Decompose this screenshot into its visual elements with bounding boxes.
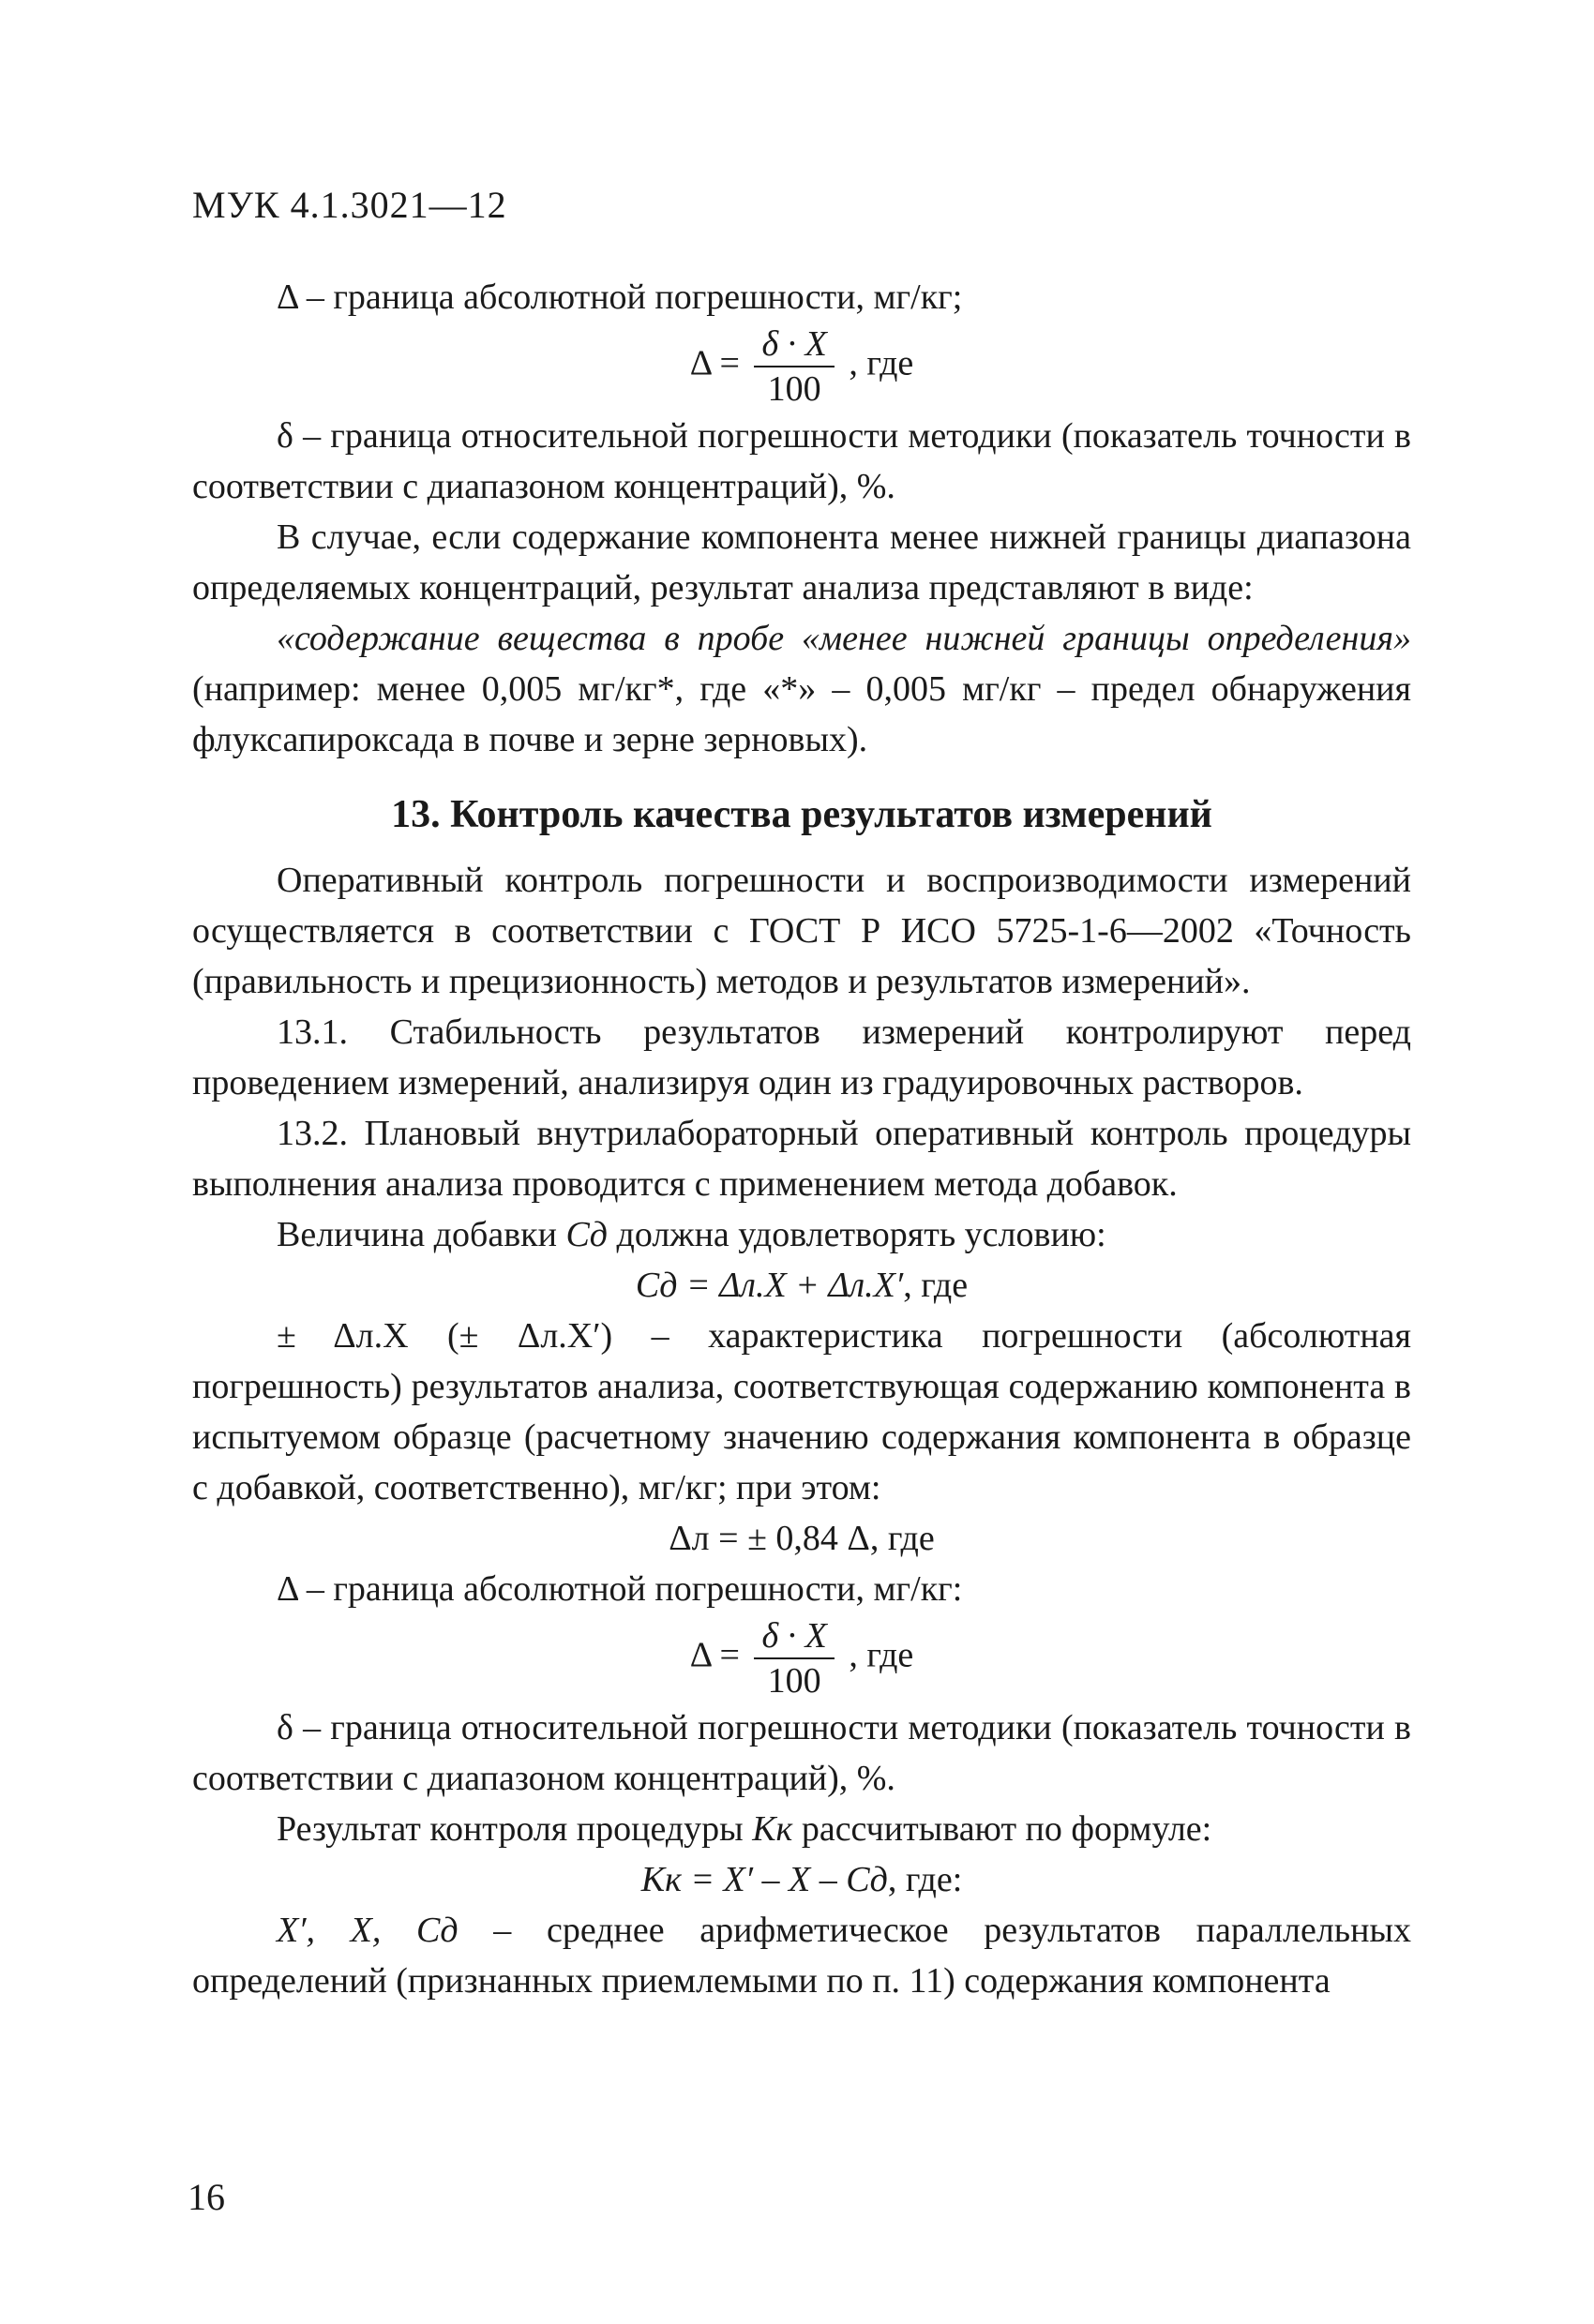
formula-delta-1 [192,322,1411,411]
paragraph-abs-error-def-2: Δ – граница абсолютной погрешности, мг/кг: [277,1569,963,1609]
formula-delta-1-denominator: 100 [767,369,821,409]
formula-delta-2-fraction [754,1614,834,1702]
paragraph-abs-error-def-1: Δ – граница абсолютной погрешности, мг/кг; [277,277,963,317]
formula-control [192,1854,1411,1905]
formula-delta-2-denominator: 100 [767,1661,821,1701]
formula-delta-1-fraction [754,322,834,411]
paragraph-rel-error-def-1: δ – граница относительной погрешности методики (показатель точности в соответствии с диапазоном концентраций), %. [192,416,1411,506]
additive-symbol: Cд [565,1215,609,1254]
formula-additive-expression: Cд = Δл.X + Δл.X′ [635,1266,904,1305]
paragraph-mean-definition [192,1905,1411,2006]
formula-delta-1-numerator: δ · X [754,322,834,367]
paragraph-additive-condition [192,1209,1411,1260]
formula-delta-2-numerator: δ · X [754,1614,834,1659]
formula-control-expression: Kк = X′ – X – Cд [640,1860,888,1899]
formula-control-tail: , где: [887,1860,963,1899]
formula-delta-2-lhs: Δ = [689,1635,740,1675]
result-format-italic: «содержание вещества в пробе «менее нижней границы определения» [277,619,1411,658]
additive-condition-post: должна удовлетворять условию: [608,1215,1106,1254]
paragraph-error-characteristic: ± Δл.X (± Δл.X′) – характеристика погрешности (абсолютная погрешность) результатов анализа, соответствующая содержанию компонента в испытуемом образце (расчетному значению содержания компонента в образце с добавкой, соответственно), мг/кг; при этом: [192,1316,1411,1507]
paragraph-low-content-case: В случае, если содержание компонента менее нижней границы диапазона определяемых концентраций, результат анализа представляют в виде: [192,517,1411,607]
paragraph-result-format [192,613,1411,765]
formula-delta-l: Δл = ± 0,84 Δ, где [669,1519,935,1558]
control-result-pre: Результат контроля процедуры [277,1809,753,1849]
mean-definition-symbols: X′, X, Cд [277,1911,459,1950]
formula-delta-1-lhs: Δ = [689,343,740,383]
paragraph-operational-control: Оперативный контроль погрешности и воспроизводимости измерений осуществляется в соответствии с ГОСТ Р ИСО 5725-1-6—2002 «Точность (правильность и прецизионность) методов и результатов измерений». [192,861,1411,1001]
document-code-header: МУК 4.1.3021—12 [192,184,507,226]
formula-additive [192,1260,1411,1311]
formula-delta-2-tail: , где [849,1635,914,1675]
formula-delta-2 [192,1614,1411,1702]
formula-delta-1-tail: , где [849,343,914,383]
paragraph-13-1: 13.1. Стабильность результатов измерений контролируют перед проведением измерений, анализируя один из градуировочных растворов. [192,1012,1411,1102]
paragraph-control-result [192,1804,1411,1854]
paragraph-rel-error-def-2: δ – граница относительной погрешности методики (показатель точности в соответствии с диапазоном концентраций), %. [192,1708,1411,1798]
page-number: 16 [188,2176,225,2218]
mean-definition-text: – среднее арифметическое результатов параллельных определений (признанных приемлемыми по п. 11) содержания компонента [192,1911,1411,2001]
formula-additive-tail: , где [903,1266,969,1305]
control-result-symbol: Kк [752,1809,793,1849]
result-format-text: (например: менее 0,005 мг/кг*, где «*» – 0,005 мг/кг – предел обнаружения флуксапироксада в почве и зерне зерновых). [192,669,1411,759]
paragraph-13-2: 13.2. Плановый внутрилабораторный оперативный контроль процедуры выполнения анализа проводится с применением метода добавок. [192,1114,1411,1204]
section-heading-13: 13. Контроль качества результатов измерений [391,793,1212,836]
control-result-post: рассчитывают по формуле: [792,1809,1212,1849]
page-body [192,272,1411,2006]
additive-condition-pre: Величина добавки [277,1215,566,1254]
